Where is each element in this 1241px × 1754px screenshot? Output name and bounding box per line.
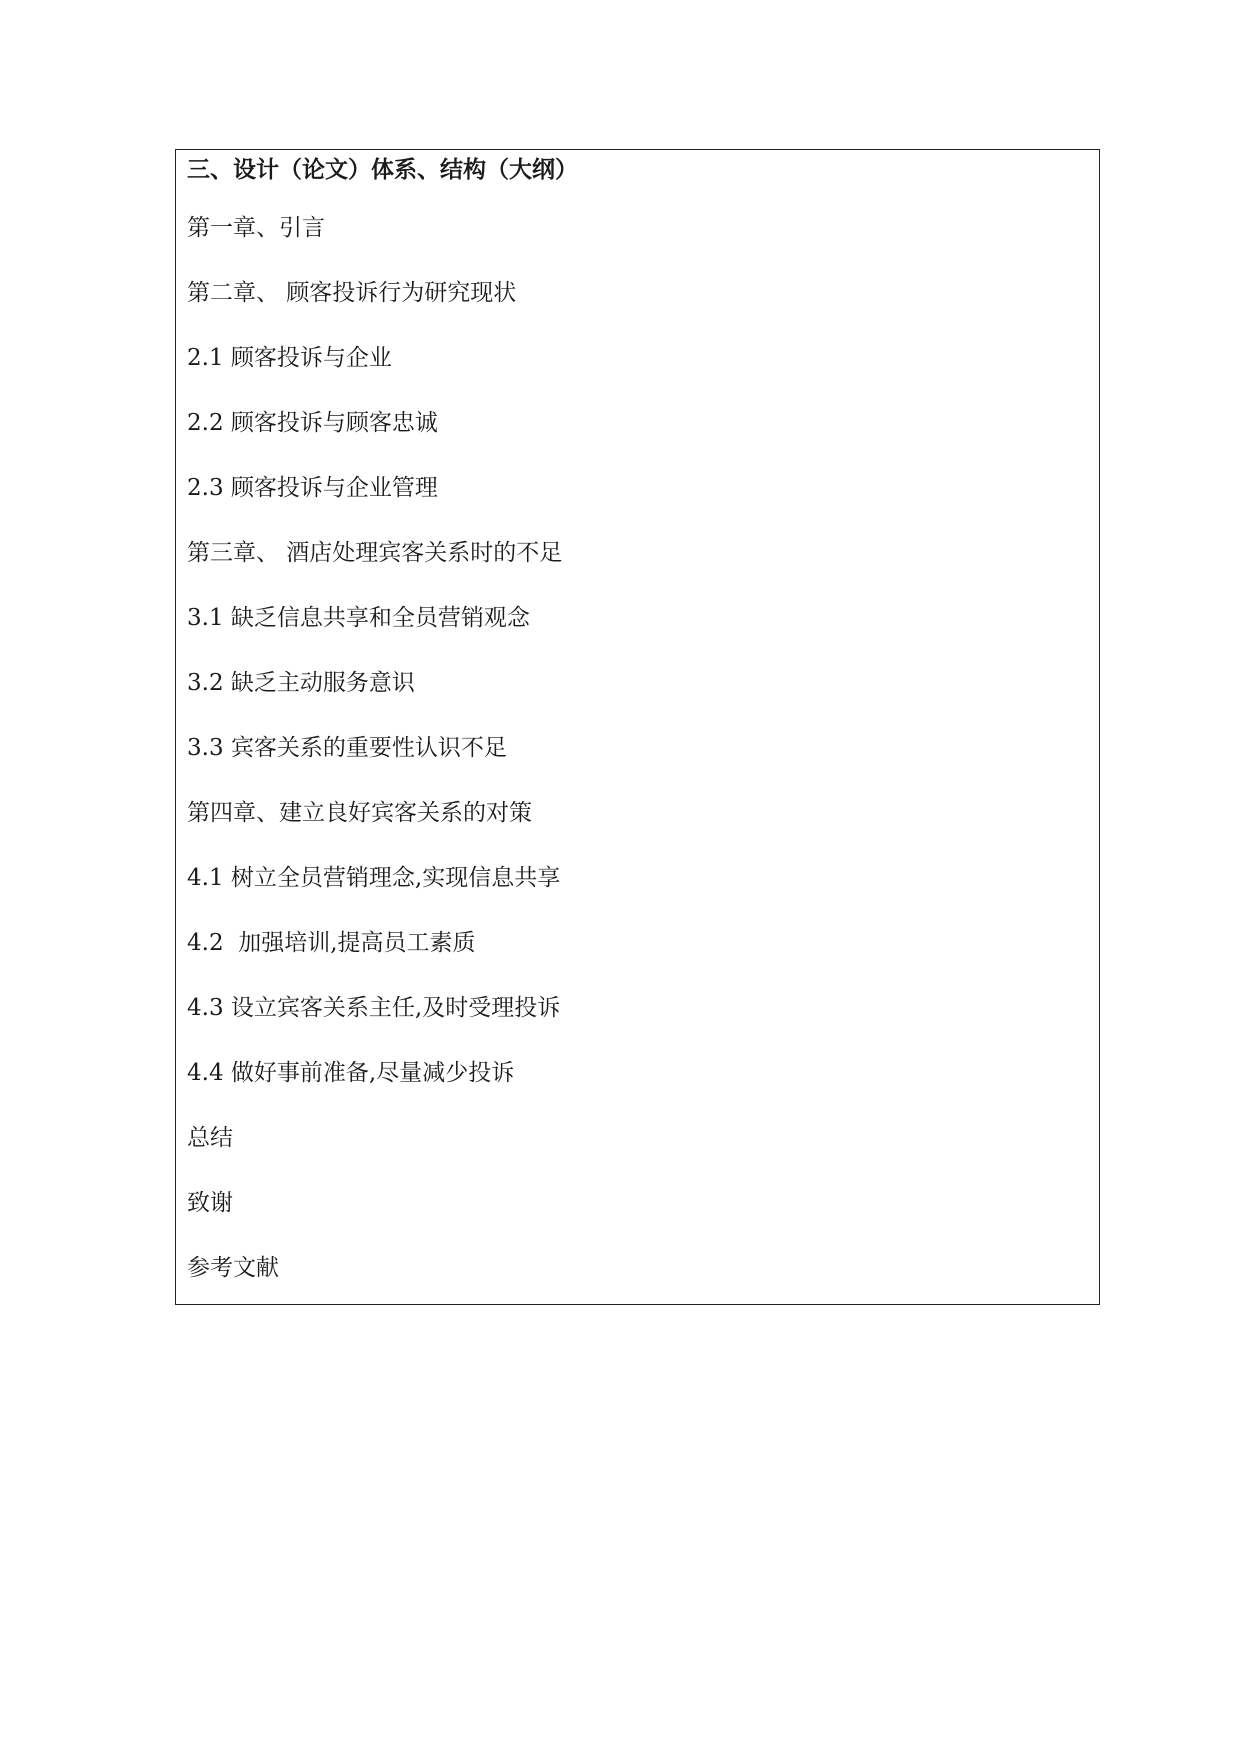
section-4-3: 4.3 设立宾客关系主任,及时受理投诉 bbox=[187, 995, 561, 1021]
outline-heading: 三、设计（论文）体系、结构（大纲） bbox=[187, 156, 578, 183]
section-2-3: 2.3 顾客投诉与企业管理 bbox=[187, 475, 438, 501]
chapter-3: 第三章、 酒店处理宾客关系时的不足 bbox=[187, 540, 563, 566]
chapter-4: 第四章、建立良好宾客关系的对策 bbox=[187, 800, 532, 826]
references: 参考文献 bbox=[187, 1255, 279, 1281]
summary: 总结 bbox=[187, 1125, 233, 1151]
chapter-2: 第二章、 顾客投诉行为研究现状 bbox=[187, 280, 517, 306]
section-4-4: 4.4 做好事前准备,尽量减少投诉 bbox=[187, 1060, 515, 1086]
acknowledgements: 致谢 bbox=[187, 1190, 233, 1216]
outline-table-cell bbox=[175, 149, 1100, 1305]
outline-list bbox=[187, 214, 562, 1319]
section-3-1: 3.1 缺乏信息共享和全员营销观念 bbox=[187, 605, 530, 631]
section-2-2: 2.2 顾客投诉与顾客忠诚 bbox=[187, 410, 438, 436]
section-4-1: 4.1 树立全员营销理念,实现信息共享 bbox=[187, 865, 561, 891]
chapter-1: 第一章、引言 bbox=[187, 215, 325, 241]
section-4-2: 4.2 加强培训,提高员工素质 bbox=[187, 930, 476, 956]
section-3-2: 3.2 缺乏主动服务意识 bbox=[187, 670, 415, 696]
section-2-1: 2.1 顾客投诉与企业 bbox=[187, 345, 392, 371]
section-3-3: 3.3 宾客关系的重要性认识不足 bbox=[187, 735, 507, 761]
